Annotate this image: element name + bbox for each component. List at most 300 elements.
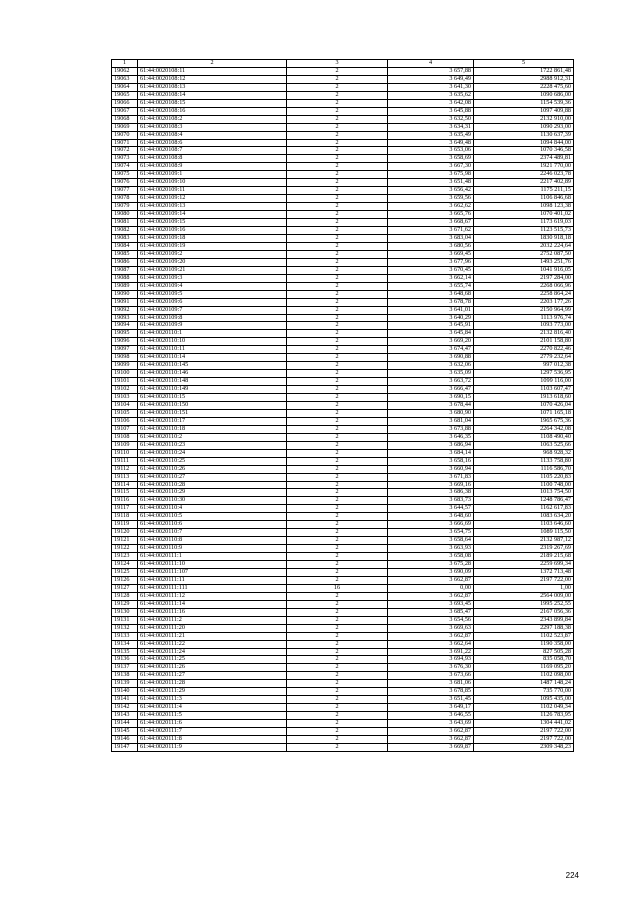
table-cell: 1913 618,60 [474, 394, 574, 402]
table-cell: 3 671,62 [388, 227, 474, 235]
table-cell: 19107 [112, 425, 138, 433]
table-cell: 19104 [112, 401, 138, 409]
table-cell: 2 [287, 234, 388, 242]
table-row [112, 139, 574, 147]
table-row [112, 743, 574, 751]
table-cell: 61:44:0020110:26 [138, 465, 287, 473]
table-cell: 1113 976,74 [474, 314, 574, 322]
table-cell: 3 648,60 [388, 513, 474, 521]
table-cell: 2150 964,99 [474, 306, 574, 314]
table-cell: 1099 116,00 [474, 378, 574, 386]
table-cell: 1041 916,05 [474, 266, 574, 274]
table-cell: 2 [287, 704, 388, 712]
table-cell: 2374 489,81 [474, 155, 574, 163]
table-row [112, 401, 574, 409]
column-header: 1 [112, 60, 138, 68]
table-row [112, 736, 574, 744]
table-cell: 61:44:0020109:10 [138, 179, 287, 187]
table-cell: 2 [287, 179, 388, 187]
table-cell: 3 675,98 [388, 171, 474, 179]
page-number: 224 [565, 871, 579, 880]
table-row [112, 696, 574, 704]
table-cell: 3 680,90 [388, 409, 474, 417]
table-cell: 2 [287, 592, 388, 600]
table-row [112, 728, 574, 736]
table-cell: 61:44:0020110:9 [138, 545, 287, 553]
table-cell: 61:44:0020108:12 [138, 75, 287, 83]
table-cell: 19121 [112, 537, 138, 545]
table-cell: 61:44:0020110:10 [138, 338, 287, 346]
table-cell: 2 [287, 298, 388, 306]
table-cell: 19119 [112, 521, 138, 529]
table-cell: 2259 699,34 [474, 561, 574, 569]
table-cell: 3 662,87 [388, 632, 474, 640]
table-cell: 3 654,56 [388, 616, 474, 624]
table-cell: 3 662,87 [388, 728, 474, 736]
table-cell: 19073 [112, 155, 138, 163]
table-cell: 3 646,55 [388, 712, 474, 720]
table-cell: 3 662,62 [388, 203, 474, 211]
table-cell: 1013 754,50 [474, 489, 574, 497]
table-cell: 19092 [112, 306, 138, 314]
table-row [112, 640, 574, 648]
table-cell: 19120 [112, 529, 138, 537]
table-row [112, 107, 574, 115]
table-cell: 3 641,01 [388, 306, 474, 314]
table-cell: 3 662,87 [388, 576, 474, 584]
table-row [112, 608, 574, 616]
table-row [112, 346, 574, 354]
table-cell: 2167 056,36 [474, 608, 574, 616]
table-cell: 2988 912,31 [474, 75, 574, 83]
table-cell: 19101 [112, 378, 138, 386]
table-cell: 19114 [112, 481, 138, 489]
table-row [112, 465, 574, 473]
table-row [112, 386, 574, 394]
table-cell: 61:44:0020109:8 [138, 314, 287, 322]
table-row [112, 219, 574, 227]
table-row [112, 672, 574, 680]
table-cell: 2 [287, 338, 388, 346]
table-cell: 19067 [112, 107, 138, 115]
table-cell: 3 663,93 [388, 545, 474, 553]
table-row [112, 195, 574, 203]
table-row [112, 274, 574, 282]
table-cell: 1123 515,73 [474, 227, 574, 235]
table-cell: 61:44:0020109:7 [138, 306, 287, 314]
table-cell: 1097 409,88 [474, 107, 574, 115]
table-row [112, 600, 574, 608]
cadastral-value-table [111, 59, 574, 752]
table-cell: 19122 [112, 545, 138, 553]
table-cell: 2779 232,64 [474, 354, 574, 362]
table-cell: 19142 [112, 704, 138, 712]
table-cell: 3 632,50 [388, 115, 474, 123]
table-cell: 3 673,66 [388, 672, 474, 680]
table-cell: 1722 861,48 [474, 67, 574, 75]
table-cell: 19145 [112, 728, 138, 736]
table-cell: 19147 [112, 743, 138, 751]
table-cell: 19109 [112, 441, 138, 449]
table-cell: 2 [287, 712, 388, 720]
table-cell: 19066 [112, 99, 138, 107]
table-cell: 3 662,87 [388, 592, 474, 600]
table-cell: 2 [287, 107, 388, 115]
table-cell: 2032 224,64 [474, 242, 574, 250]
table-cell: 1102 049,34 [474, 704, 574, 712]
table-cell: 3 635,09 [388, 370, 474, 378]
table-cell: 19069 [112, 123, 138, 131]
table-cell: 2 [287, 672, 388, 680]
table-row [112, 521, 574, 529]
table-cell: 19133 [112, 632, 138, 640]
table-cell: 2270 822,46 [474, 346, 574, 354]
table-cell: 2 [287, 545, 388, 553]
table-cell: 968 928,32 [474, 449, 574, 457]
table-cell: 19108 [112, 433, 138, 441]
table-row [112, 513, 574, 521]
table-cell: 61:44:0020111:9 [138, 743, 287, 751]
table-cell: 61:44:0020110:150 [138, 401, 287, 409]
table-cell: 2 [287, 529, 388, 537]
table-row [112, 298, 574, 306]
table-cell: 61:44:0020110:8 [138, 537, 287, 545]
table-cell: 19087 [112, 266, 138, 274]
table-cell: 61:44:0020109:4 [138, 282, 287, 290]
table-cell: 61:44:0020109:21 [138, 266, 287, 274]
table-cell: 3 658,16 [388, 457, 474, 465]
table-cell: 2 [287, 115, 388, 123]
table-cell: 2 [287, 489, 388, 497]
table-cell: 3 646,35 [388, 433, 474, 441]
table-cell: 2264 342,08 [474, 425, 574, 433]
table-cell: 2 [287, 195, 388, 203]
table-cell: 19095 [112, 330, 138, 338]
table-cell: 19065 [112, 91, 138, 99]
table-cell: 1070 401,02 [474, 211, 574, 219]
table-cell: 19136 [112, 656, 138, 664]
table-cell: 61:44:0020111:4 [138, 704, 287, 712]
table-cell: 19106 [112, 417, 138, 425]
table-cell: 3 643,69 [388, 720, 474, 728]
table-cell: 19144 [112, 720, 138, 728]
table-cell: 19097 [112, 346, 138, 354]
table-row [112, 338, 574, 346]
table-cell: 2 [287, 203, 388, 211]
table-row [112, 656, 574, 664]
table-cell: 3 691,22 [388, 648, 474, 656]
table-cell: 2 [287, 314, 388, 322]
table-cell: 3 632,06 [388, 362, 474, 370]
table-row [112, 354, 574, 362]
table-cell: 19089 [112, 282, 138, 290]
table-cell: 3 675,28 [388, 561, 474, 569]
table-cell: 3 659,56 [388, 195, 474, 203]
table-cell: 2 [287, 561, 388, 569]
table-cell: 2 [287, 648, 388, 656]
table-cell: 61:44:0020110:145 [138, 362, 287, 370]
table-cell: 19075 [112, 171, 138, 179]
table-cell: 61:44:0020111:7 [138, 728, 287, 736]
table-cell: 2197 722,00 [474, 728, 574, 736]
table-cell: 19070 [112, 131, 138, 139]
table-cell: 3 648,68 [388, 290, 474, 298]
table-cell: 19072 [112, 147, 138, 155]
table-cell: 61:44:0020110:18 [138, 425, 287, 433]
table-cell: 61:44:0020108:8 [138, 155, 287, 163]
table-cell: 19128 [112, 592, 138, 600]
table-cell: 19127 [112, 584, 138, 592]
table-row [112, 497, 574, 505]
table-cell: 3 662,64 [388, 640, 474, 648]
table-cell: 61:44:0020111:21 [138, 632, 287, 640]
table-row [112, 592, 574, 600]
table-cell: 2 [287, 378, 388, 386]
table-cell: 3 686,38 [388, 489, 474, 497]
table-cell: 2246 023,78 [474, 171, 574, 179]
table-cell: 61:44:0020111:12 [138, 592, 287, 600]
table-row [112, 441, 574, 449]
table-cell: 3 669,45 [388, 250, 474, 258]
table-cell: 1130 637,39 [474, 131, 574, 139]
table-row [112, 584, 574, 592]
table-cell: 3 634,31 [388, 123, 474, 131]
table-cell: 2 [287, 441, 388, 449]
table-cell: 2 [287, 346, 388, 354]
table-cell: 61:44:0020110:6 [138, 521, 287, 529]
table-row [112, 720, 574, 728]
table-cell: 2309 348,23 [474, 743, 574, 751]
table-cell: 61:44:0020110:1 [138, 330, 287, 338]
table-cell: 19063 [112, 75, 138, 83]
table-cell: 3 662,14 [388, 274, 474, 282]
table-cell: 3 666,69 [388, 521, 474, 529]
column-header: 3 [287, 60, 388, 68]
table-cell: 2 [287, 155, 388, 163]
table-cell: 2132 987,12 [474, 537, 574, 545]
table-cell: 1133 758,80 [474, 457, 574, 465]
table-cell: 2 [287, 147, 388, 155]
table-cell: 61:44:0020109:9 [138, 322, 287, 330]
table-cell: 1071 165,18 [474, 409, 574, 417]
table-cell: 3 673,88 [388, 425, 474, 433]
column-header: 5 [474, 60, 574, 68]
table-cell: 61:44:0020108:9 [138, 163, 287, 171]
table-cell: 3 680,56 [388, 242, 474, 250]
table-cell: 19112 [112, 465, 138, 473]
table-cell: 2 [287, 473, 388, 481]
table-cell: 19131 [112, 616, 138, 624]
table-cell: 3 654,75 [388, 529, 474, 537]
table-cell: 2 [287, 728, 388, 736]
table-row [112, 203, 574, 211]
table-cell: 2 [287, 242, 388, 250]
table-row [112, 489, 574, 497]
table-row [112, 123, 574, 131]
table-cell: 3 649,48 [388, 139, 474, 147]
table-row [112, 83, 574, 91]
table-cell: 61:44:0020109:14 [138, 211, 287, 219]
table-cell: 61:44:0020110:29 [138, 489, 287, 497]
table-cell: 61:44:0020111:10 [138, 561, 287, 569]
table-row [112, 234, 574, 242]
table-cell: 61:44:0020111:11 [138, 576, 287, 584]
table-cell: 2 [287, 417, 388, 425]
table-row [112, 99, 574, 107]
table-cell: 3 660,94 [388, 465, 474, 473]
table-cell: 61:44:0020110:27 [138, 473, 287, 481]
table-cell: 1102 523,87 [474, 632, 574, 640]
table-cell: 835 058,70 [474, 656, 574, 664]
table-cell: 3 655,74 [388, 282, 474, 290]
table-cell: 2 [287, 743, 388, 751]
table-cell: 1090 686,00 [474, 91, 574, 99]
table-cell: 61:44:0020109:3 [138, 274, 287, 282]
table-cell: 3 693,45 [388, 600, 474, 608]
table-cell: 3 662,87 [388, 736, 474, 744]
table-cell: 61:44:0020110:7 [138, 529, 287, 537]
table-row [112, 569, 574, 577]
table-cell: 1304 441,02 [474, 720, 574, 728]
table-cell: 2 [287, 370, 388, 378]
table-cell: 2 [287, 290, 388, 298]
table-row [112, 576, 574, 584]
table-cell: 61:44:0020108:3 [138, 123, 287, 131]
table-cell: 997 012,38 [474, 362, 574, 370]
table-row [112, 370, 574, 378]
table-cell: 19105 [112, 409, 138, 417]
table-cell: 3 677,96 [388, 258, 474, 266]
table-cell: 19116 [112, 497, 138, 505]
table-row [112, 561, 574, 569]
table-cell: 61:44:0020108:13 [138, 83, 287, 91]
table-row [112, 505, 574, 513]
table-row [112, 553, 574, 561]
table-cell: 1102 098,00 [474, 672, 574, 680]
table-row [112, 409, 574, 417]
table-cell: 19123 [112, 553, 138, 561]
table-cell: 61:44:0020109:2 [138, 250, 287, 258]
table-row [112, 457, 574, 465]
table-row [112, 211, 574, 219]
table-row [112, 433, 574, 441]
table-cell: 61:44:0020109:19 [138, 242, 287, 250]
table-cell: 1173 619,03 [474, 219, 574, 227]
table-cell: 61:44:0020111:2 [138, 616, 287, 624]
table-cell: 19130 [112, 608, 138, 616]
table-cell: 2197 284,00 [474, 274, 574, 282]
table-row [112, 322, 574, 330]
table-row [112, 688, 574, 696]
table-cell: 2 [287, 258, 388, 266]
table-cell: 2 [287, 99, 388, 107]
table-cell: 2 [287, 91, 388, 99]
table-cell: 1162 617,83 [474, 505, 574, 513]
table-cell: 61:44:0020108:4 [138, 131, 287, 139]
table-cell: 19084 [112, 242, 138, 250]
table-cell: 2 [287, 664, 388, 672]
table-cell: 2 [287, 481, 388, 489]
table-row [112, 155, 574, 163]
table-cell: 19138 [112, 672, 138, 680]
table-cell: 1070 426,04 [474, 401, 574, 409]
table-cell: 61:44:0020111:25 [138, 656, 287, 664]
table-cell: 19099 [112, 362, 138, 370]
table-cell: 19140 [112, 688, 138, 696]
table-cell: 19134 [112, 640, 138, 648]
table-cell: 2 [287, 553, 388, 561]
table-cell: 3 644,57 [388, 505, 474, 513]
table-cell: 16 [287, 584, 388, 592]
table-cell: 3 690,09 [388, 569, 474, 577]
table-cell: 3 690,15 [388, 394, 474, 402]
table-cell: 2 [287, 457, 388, 465]
table-cell: 61:44:0020111:107 [138, 569, 287, 577]
table-cell: 2 [287, 330, 388, 338]
table-cell: 19081 [112, 219, 138, 227]
table-cell: 19094 [112, 322, 138, 330]
table-row [112, 147, 574, 155]
table-cell: 2 [287, 640, 388, 648]
table-cell: 1108 490,40 [474, 433, 574, 441]
table-row [112, 481, 574, 489]
table-cell: 3 669,16 [388, 481, 474, 489]
table-cell: 3 670,45 [388, 266, 474, 274]
table-cell: 3 690,88 [388, 354, 474, 362]
table-cell: 3 651,45 [388, 696, 474, 704]
table-cell: 3 681,06 [388, 680, 474, 688]
table-row [112, 712, 574, 720]
table-cell: 2 [287, 696, 388, 704]
table-cell: 61:44:0020110:14 [138, 354, 287, 362]
table-row [112, 624, 574, 632]
table-row [112, 545, 574, 553]
table-cell: 1126 783,95 [474, 712, 574, 720]
table-cell: 2 [287, 171, 388, 179]
table-cell: 19141 [112, 696, 138, 704]
table-cell: 3 657,88 [388, 67, 474, 75]
table-cell: 2101 158,80 [474, 338, 574, 346]
table-row [112, 330, 574, 338]
table-cell: 19078 [112, 195, 138, 203]
table-cell: 3 645,88 [388, 107, 474, 115]
table-cell: 3 651,48 [388, 179, 474, 187]
table-cell: 1,00 [474, 584, 574, 592]
table-cell: 3 640,29 [388, 314, 474, 322]
table-cell: 61:44:0020111:111 [138, 584, 287, 592]
table-cell: 19115 [112, 489, 138, 497]
table-cell: 19090 [112, 290, 138, 298]
table-cell: 61:44:0020110:24 [138, 449, 287, 457]
table-cell: 2 [287, 282, 388, 290]
table-cell: 61:44:0020110:23 [138, 441, 287, 449]
table-cell: 61:44:0020109:20 [138, 258, 287, 266]
table-row [112, 282, 574, 290]
table-cell: 3 671,83 [388, 473, 474, 481]
table-cell: 2132 910,00 [474, 115, 574, 123]
table-cell: 1093 773,00 [474, 322, 574, 330]
table-cell: 3 666,47 [388, 386, 474, 394]
table-cell: 19093 [112, 314, 138, 322]
table-cell: 2258 864,24 [474, 290, 574, 298]
table-cell: 19135 [112, 648, 138, 656]
table-cell: 1095 435,00 [474, 696, 574, 704]
table-cell: 3 645,91 [388, 322, 474, 330]
table-cell: 2 [287, 497, 388, 505]
table-cell: 3 669,63 [388, 624, 474, 632]
table-cell: 2189 215,68 [474, 553, 574, 561]
table-cell: 3 641,30 [388, 83, 474, 91]
